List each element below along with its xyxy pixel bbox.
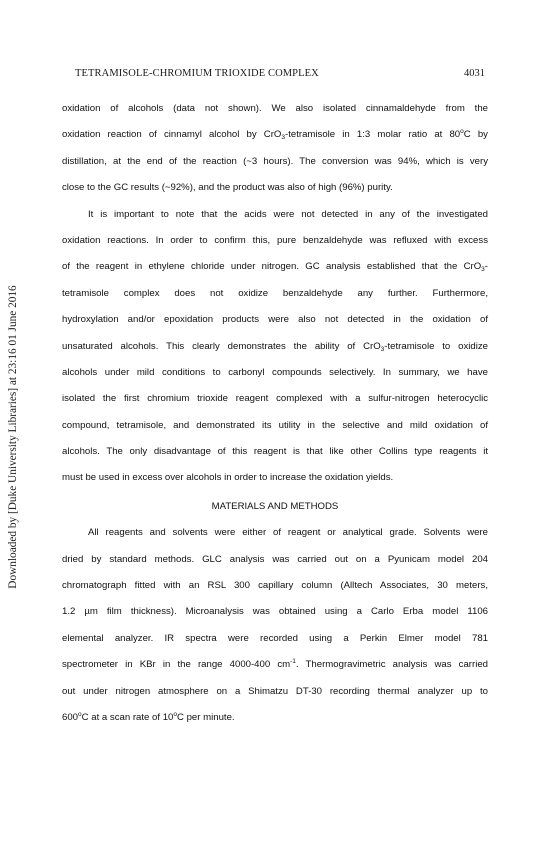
text-line: 1.2 µm film thickness). Microanalysis was obtained using a Carlo Erba model 1106 [62, 606, 488, 618]
section-heading: MATERIALS AND METHODS [211, 500, 339, 512]
text-line: out under nitrogen atmosphere on a Shimatzu DT-30 recording thermal analyzer up to [62, 685, 488, 697]
text-line: must be used in excess over alcohols in order to increase the oxidation yields. [62, 472, 394, 484]
text-line: chromatograph fitted with an RSL 300 capillary column (Alltech Associates, 30 meters, [62, 580, 488, 592]
download-notice: Downloaded by [Duke University Libraries] at 23:16 01 June 2016 [7, 285, 19, 589]
text-line: 600$^o$C at a scan rate of 10$^o$C per minute. [62, 710, 235, 723]
paragraph-2 [62, 202, 488, 492]
text-line: It is important to note that the acids were not detected in any of the investigated [88, 208, 488, 220]
text-line: tetramisole complex does not oxidize benzaldehyde any further. Furthermore, [62, 287, 488, 299]
paragraph-1 [62, 96, 488, 202]
page-body [62, 96, 488, 731]
text-line: isolated the first chromium trioxide reagent complexed with a sulfur-nitrogen heterocyclic [62, 393, 488, 405]
running-title: TETRAMISOLE-CHROMIUM TRIOXIDE COMPLEX [75, 68, 319, 79]
text-line: oxidation of alcohols (data not shown). We also isolated cinnamaldehyde from the [62, 103, 488, 114]
text-line: dried by standard methods. GLC analysis was carried out on a Pyunicam model 204 [62, 553, 488, 565]
text-line: oxidation reactions. In order to confirm this, pure benzaldehyde was refluxed with excess [62, 234, 488, 246]
text-line: hydroxylation and/or epoxidation products were also not detected in the oxidation of [62, 314, 488, 326]
paragraph-3 [62, 520, 488, 731]
text-line: of the reagent in ethylene chloride under nitrogen. GC analysis established that the CrO$_3$- [62, 261, 488, 274]
text-line: close to the GC results (~92%), and the product was also of high (96%) purity. [62, 182, 393, 194]
text-line: spectrometer in KBr in the range 4000-400 $cm^{-1}$. Thermogravimetric analysis was carried [62, 658, 488, 671]
text-line: distillation, at the end of the reaction (~3 hours). The conversion was 94%, which is very [62, 155, 488, 167]
text-line: alcohols. The only disadvantage of this reagent is that like other Collins type reagents it [62, 446, 488, 458]
text-line: elemental analyzer. IR spectra were recorded using a Perkin Elmer model 781 [62, 632, 488, 644]
text-line: oxidation reaction of cinnamyl alcohol by CrO$_3$-tetramisole in 1:3 molar ratio at 80$^o$C by [62, 128, 488, 142]
text-line: All reagents and solvents were either of reagent or analytical grade. Solvents were [88, 527, 488, 539]
text-line: unsaturated alcohols. This clearly demonstrates the ability of CrO$_3$-tetramisole to oxidize [62, 340, 488, 353]
page-number: 4031 [464, 68, 485, 79]
text-line: compound, tetramisole, and demonstrated its utility in the selective and mild oxidation of [62, 419, 488, 431]
text-line: alcohols under mild conditions to carbonyl compounds selectively. In summary, we have [62, 366, 488, 378]
